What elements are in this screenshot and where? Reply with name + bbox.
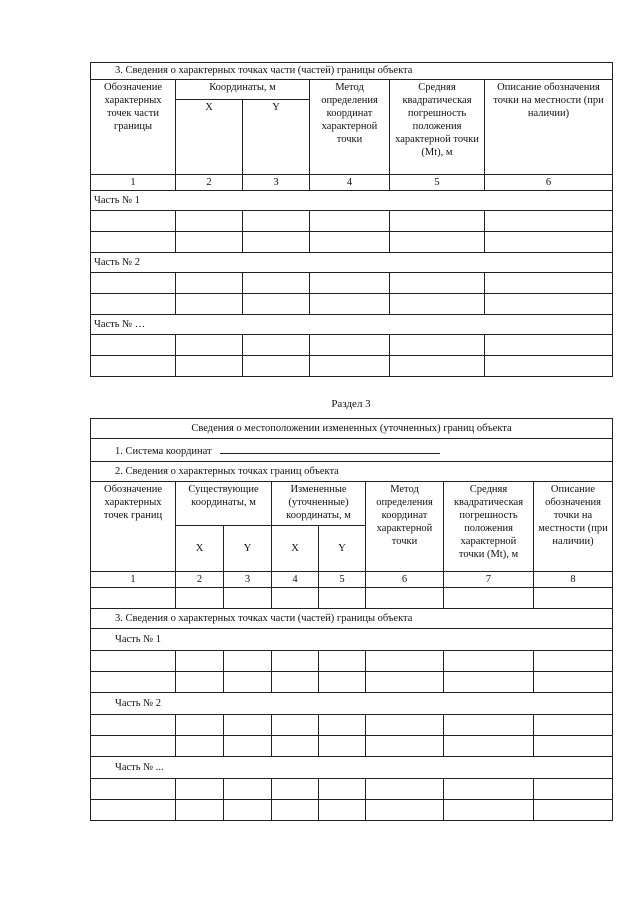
header-x: X [176,100,243,175]
header-method: Метод определения координат характерной точки [366,482,444,572]
col-num: 2 [176,175,243,191]
section3-title: Сведения о местоположении измененных (уточненных) границ объекта [91,419,613,439]
part-label: Часть № 2 [91,253,613,273]
table-row [91,715,613,736]
header-designation: Обозначение характерных точек части границы [91,80,176,175]
col-num: 6 [366,572,444,588]
header-y: Y [243,100,310,175]
table-row [91,335,613,356]
header-accuracy: Средняя квадратическая погрешность положения характерной точки (Mt), м [390,80,485,175]
table-row [91,356,613,377]
table-row [91,736,613,757]
part-label: Часть № 1 [91,629,613,651]
col-num: 2 [176,572,224,588]
header-existing-coordinates: Существующие координаты, м [176,482,272,526]
col-num: 3 [224,572,272,588]
col-num: 7 [444,572,534,588]
part-label: Часть № ... [91,757,613,779]
col-num: 4 [310,175,390,191]
header-description: Описание обозначения точки на местности (при наличии) [485,80,613,175]
coord-system-label: 1. Система координат [115,445,212,457]
table-row [91,232,613,253]
section3-table [90,418,613,821]
col-num: 8 [534,572,613,588]
table-row [91,672,613,693]
header-changed-coordinates: Измененные (уточненные) координаты, м [272,482,366,526]
header-y: Y [319,526,366,572]
column-numbers-row [91,572,613,588]
table-row [91,294,613,315]
coord-system-field[interactable] [220,443,440,454]
col-num: 5 [319,572,366,588]
part-points-title: 3. Сведения о характерных точках части (частей) границы объекта [91,63,613,80]
part-points-title: 3. Сведения о характерных точках части (частей) границы объекта [91,609,613,629]
header-x: X [272,526,319,572]
part-label: Часть № 1 [91,191,613,211]
col-num: 4 [272,572,319,588]
col-num: 1 [91,572,176,588]
header-designation: Обозначение характерных точек границ [91,482,176,572]
table-row [91,211,613,232]
header-method: Метод определения координат характерной точки [310,80,390,175]
part-points-table [90,62,613,377]
header-description: Описание обозначения точки на местности (при наличии) [534,482,613,572]
table-row [91,588,613,609]
header-coordinates: Координаты, м [176,80,310,100]
table-row [91,273,613,294]
header-accuracy: Средняя квадратическая погрешность положения характерной точки (Mt), м [444,482,534,572]
section-heading: Раздел 3 [331,398,371,410]
table-row [91,800,613,821]
part-label: Часть № 2 [91,693,613,715]
col-num: 6 [485,175,613,191]
part-label: Часть № … [91,315,613,335]
table-row [91,651,613,672]
header-y: Y [224,526,272,572]
header-x: X [176,526,224,572]
col-num: 5 [390,175,485,191]
points-title: 2. Сведения о характерных точках границ объекта [91,462,613,482]
table-row [91,779,613,800]
column-numbers-row [91,175,613,191]
col-num: 3 [243,175,310,191]
col-num: 1 [91,175,176,191]
